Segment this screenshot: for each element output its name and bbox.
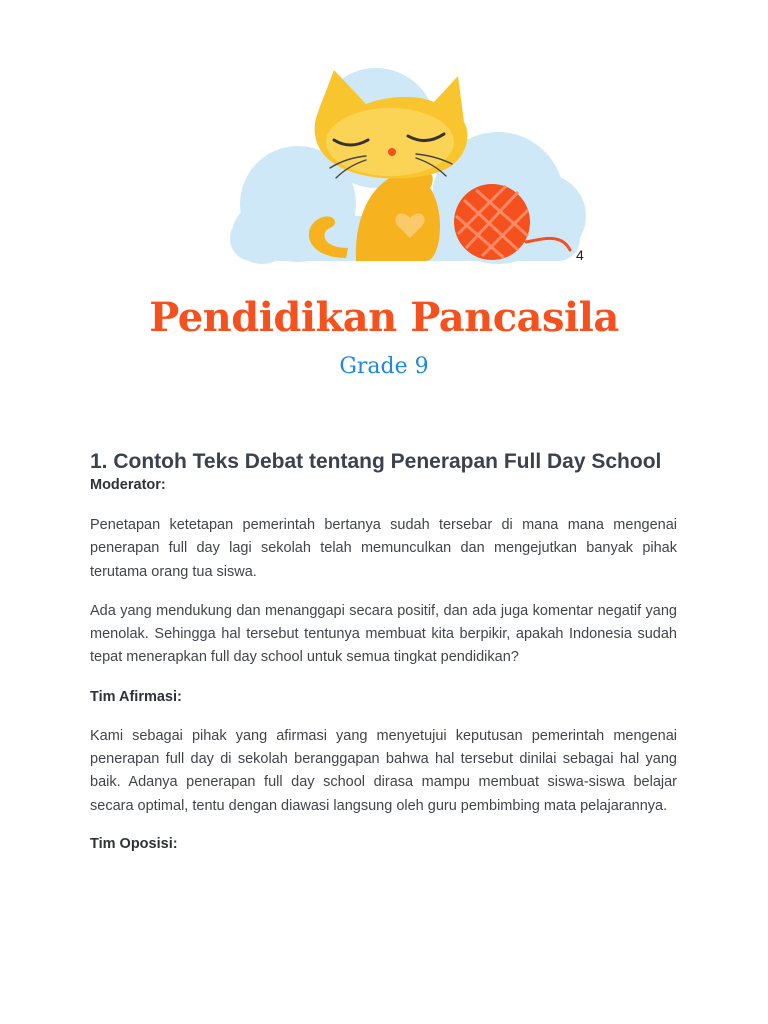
cat-nose (388, 148, 396, 156)
section-content (90, 449, 677, 854)
document-subtitle: Grade 9 (339, 354, 429, 379)
cat-yarn-illustration (226, 66, 586, 266)
speaker-label-afirmasi: Tim Afirmasi: (90, 688, 182, 705)
paragraph-afirmasi: Kami sebagai pihak yang afirmasi yang menyetujui keputusan pemerintah mengenai penerapan full day di sekolah beranggapan bahwa hal tersebut dinilai sebagai hal yang baik. Adanya penerapan full day school dirasa mampu membuat siswa-siswa belajar secara optimal, tentu dengan diawasi langsung oleh guru pembimbing mata pelajarannya. (90, 727, 677, 814)
page-number: 4 (576, 247, 584, 263)
speaker-label-oposisi: Tim Oposisi: (90, 835, 178, 852)
paragraph-moderator-1: Penetapan ketetapan pemerintah bertanya sudah tersebar di mana mana mengenai penerapan full day lagi sekolah telah memunculkan dan mengejutkan banyak pihak terutama orang tua siswa. (90, 517, 677, 580)
speaker-label-moderator: Moderator: (90, 477, 166, 493)
paragraph-moderator-2: Ada yang mendukung dan menanggapi secara positif, dan ada juga komentar negatif yang menolak. Sehingga hal tersebut tentunya membuat kita berpikir, apakah Indonesia sudah tepat menerapkan full day school untuk semua tingkat pendidikan? (90, 602, 677, 666)
document-title: Pendidikan Pancasila (149, 294, 619, 341)
section-heading: 1. Contoh Teks Debat tentang Penerapan Full Day School (90, 450, 662, 473)
